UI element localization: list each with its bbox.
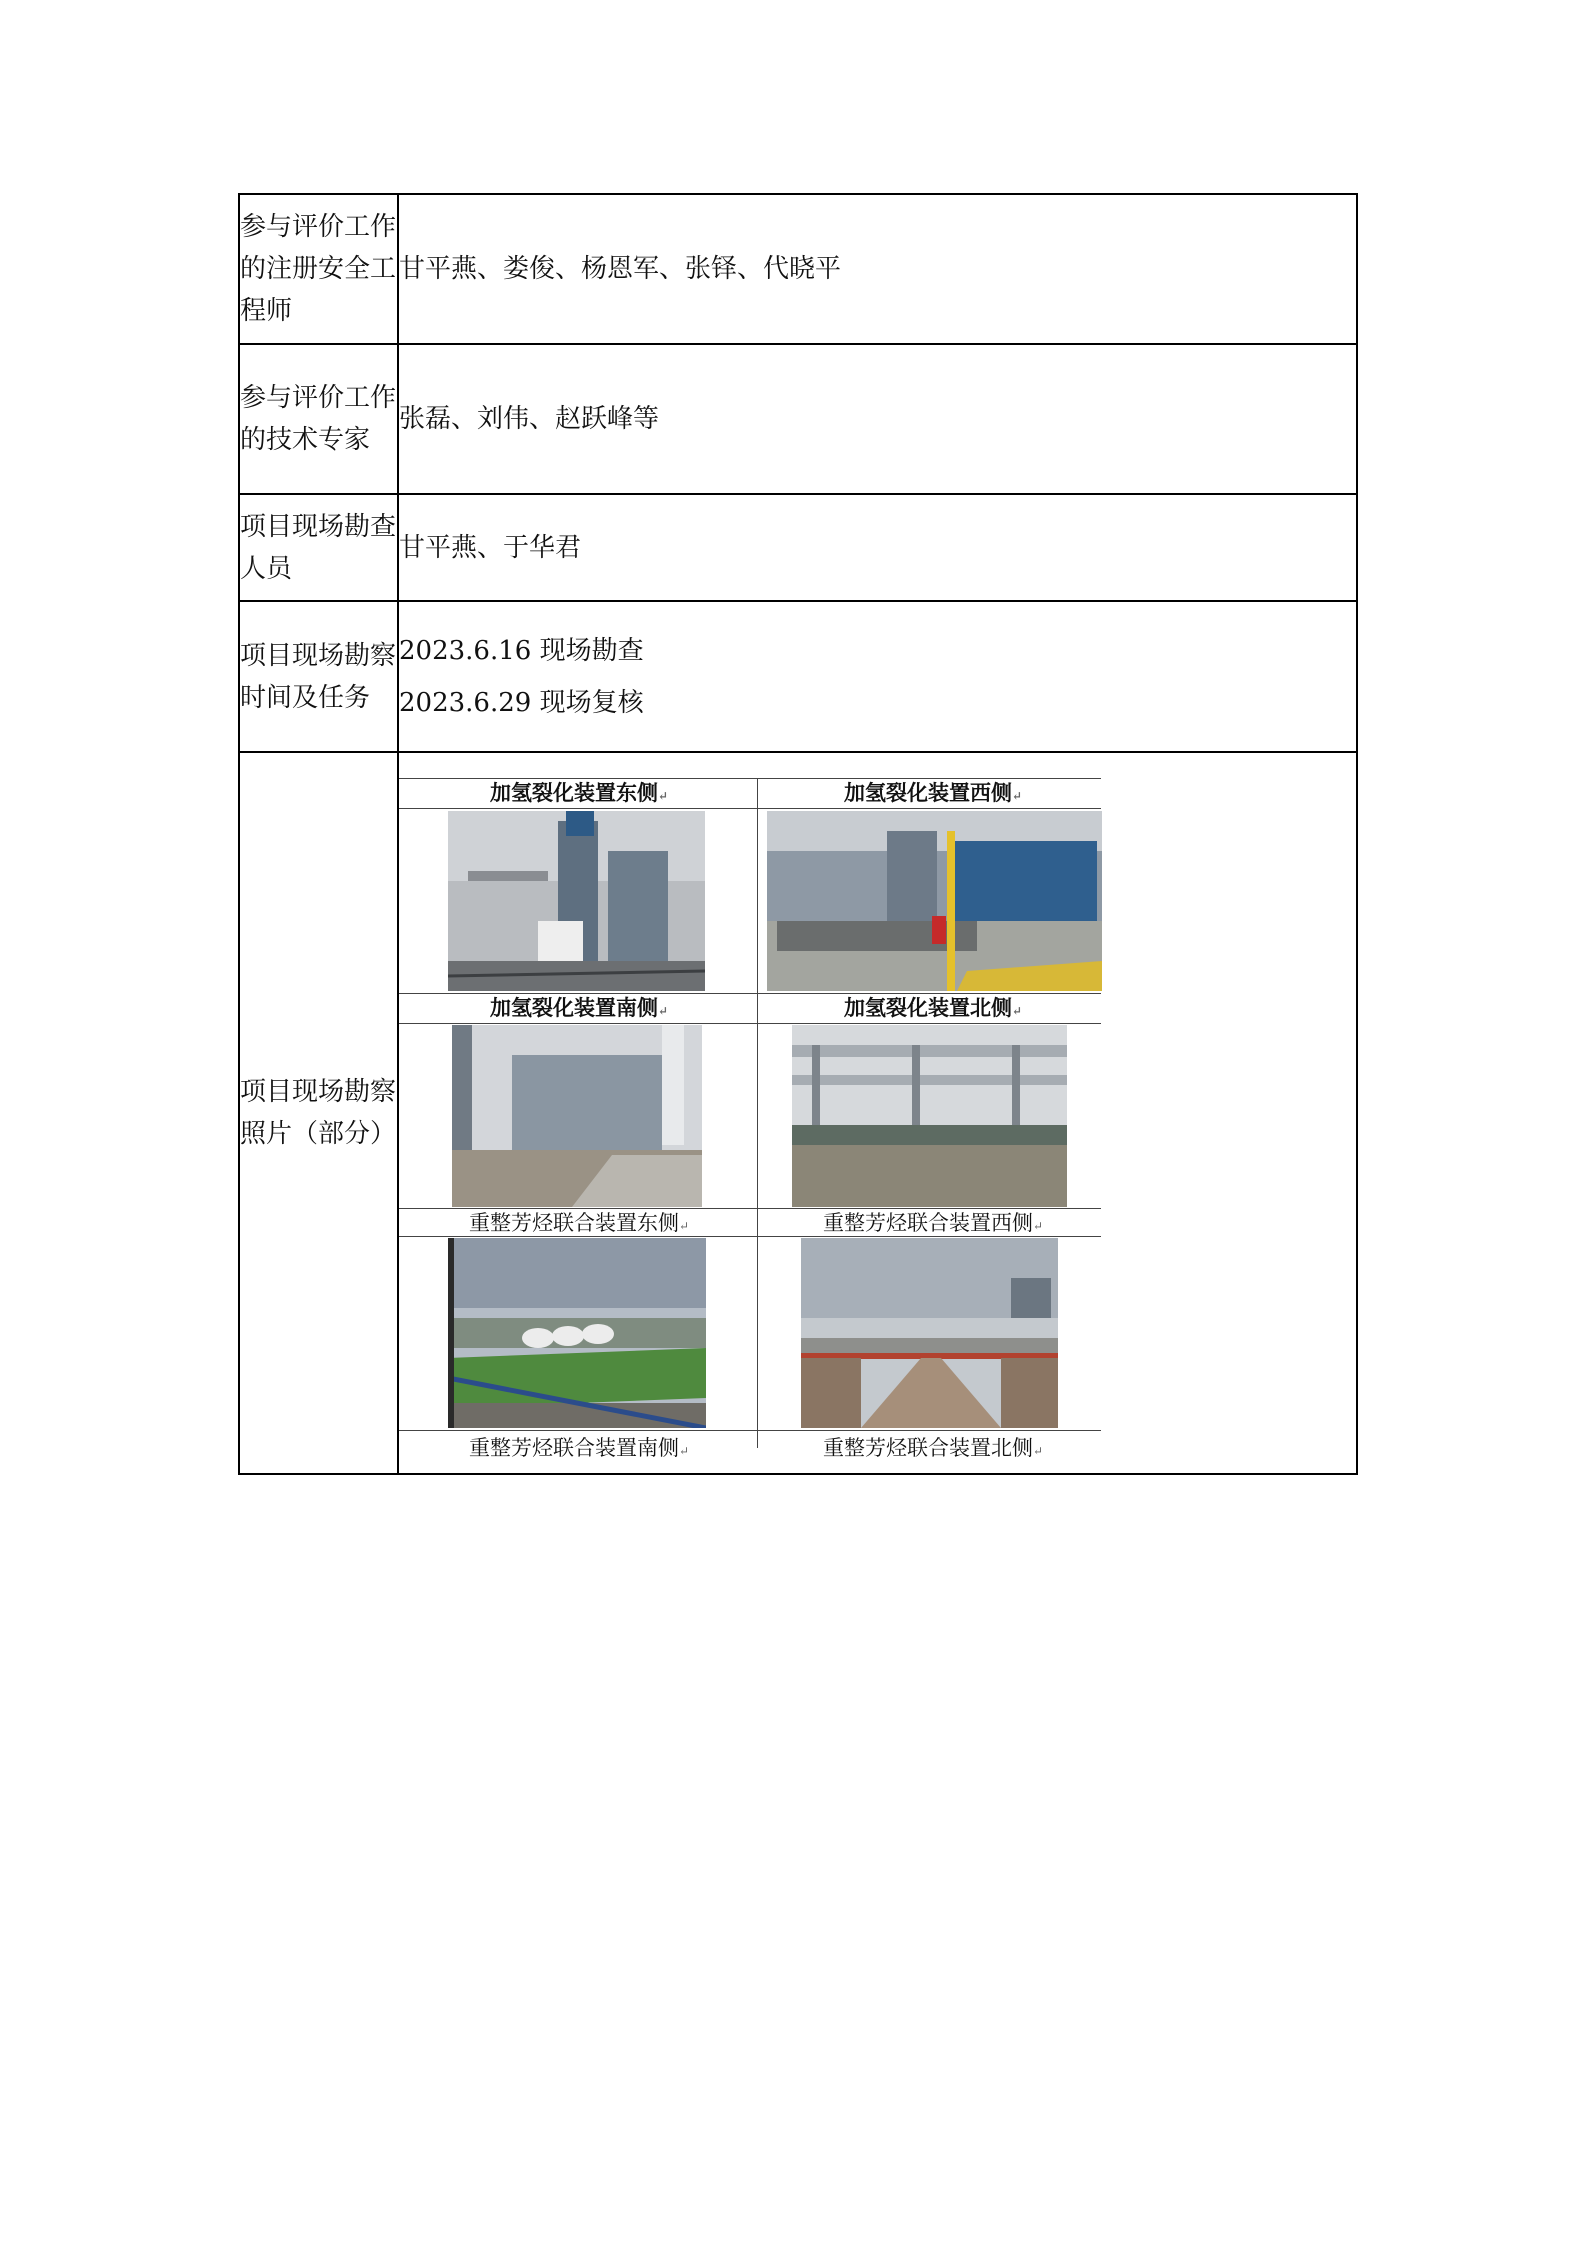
row-value: 甘平燕、娄俊、杨恩军、张铎、代晓平 bbox=[398, 194, 1357, 344]
photo-caption: 加氢裂化装置南侧↵ bbox=[489, 995, 669, 1020]
photo-caption: 重整芳烃联合装置东侧↵ bbox=[468, 1211, 690, 1235]
table-row bbox=[239, 752, 1357, 1474]
schedule-line: 2023.6.29 现场复核 bbox=[399, 687, 644, 718]
row-label: 参与评价工作的注册安全工程师 bbox=[239, 194, 398, 344]
photo-hydrocracker-east bbox=[448, 811, 705, 991]
row-value: 甘平燕、于华君 bbox=[398, 494, 1357, 601]
photo-hydrocracker-south bbox=[452, 1025, 702, 1207]
photo-grid bbox=[399, 753, 1101, 1473]
schedule-line: 2023.6.16 现场勘查 bbox=[399, 635, 644, 666]
photo-hydrocracker-west bbox=[767, 811, 1102, 991]
photo-caption: 加氢裂化装置东侧↵ bbox=[489, 780, 669, 805]
photo-caption: 重整芳烃联合装置北侧↵ bbox=[822, 1436, 1044, 1460]
photo-caption: 重整芳烃联合装置南侧↵ bbox=[468, 1436, 690, 1460]
row-label: 项目现场勘察时间及任务 bbox=[239, 601, 398, 752]
photo-caption: 重整芳烃联合装置西侧↵ bbox=[822, 1211, 1044, 1235]
table-row bbox=[239, 344, 1357, 494]
row-label: 项目现场勘查人员 bbox=[239, 494, 398, 601]
photo-caption: 加氢裂化装置北侧↵ bbox=[843, 995, 1023, 1020]
row-label: 项目现场勘察照片（部分） bbox=[239, 752, 398, 1474]
table-row bbox=[239, 194, 1357, 344]
evaluation-info-table bbox=[238, 193, 1358, 1475]
table-row bbox=[239, 601, 1357, 752]
row-value bbox=[398, 601, 1357, 752]
photo-caption: 加氢裂化装置西侧↵ bbox=[843, 780, 1023, 805]
photo-reforming-north bbox=[801, 1238, 1058, 1428]
table-row bbox=[239, 494, 1357, 601]
photo-grid-cell bbox=[398, 752, 1357, 1474]
row-value: 张磊、刘伟、赵跃峰等 bbox=[398, 344, 1357, 494]
photo-reforming-south bbox=[448, 1238, 706, 1428]
row-label: 参与评价工作的技术专家 bbox=[239, 344, 398, 494]
photo-hydrocracker-north bbox=[792, 1025, 1067, 1207]
